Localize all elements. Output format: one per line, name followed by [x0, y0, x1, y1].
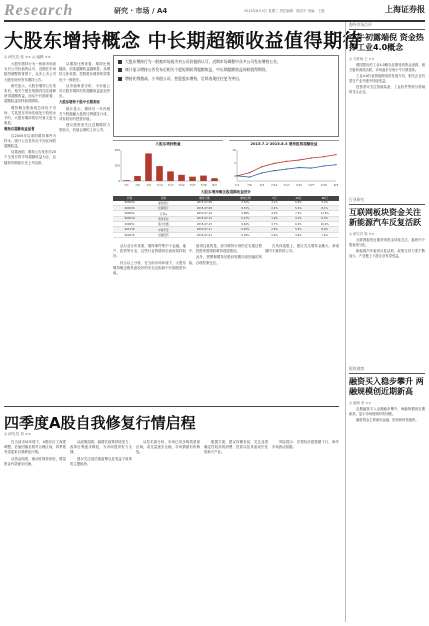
main-column-2 [59, 62, 110, 402]
table-row [113, 232, 339, 237]
sidebar-story [349, 22, 425, 191]
x-tick-label: 7/17 [167, 183, 174, 187]
table-cell: 0.52% [228, 201, 262, 206]
bullet-icon [118, 77, 122, 81]
x-tick-label: 7/9 [259, 183, 265, 187]
paragraph: 在当前市场环境下，A股经历了深度调整，估值回落至相对合理区间，四季度有望迎来自我修复行情。 [4, 440, 66, 455]
x-tick-label: 7/30 [320, 183, 327, 187]
x-tick-label: 7/22 [295, 183, 303, 187]
table-cell: 4.5% [263, 211, 287, 216]
paragraph: 从增持比例来看，增持比例越高，后续超额收益越明显；从增持主体来看，控股股东增持的效果优于一般股东。 [59, 62, 110, 82]
paragraph: 综合以上分析，在当前市场环境下，大股东增持概念股具备较好的安全边际和中长期投资价值。 [113, 260, 186, 276]
sidebar-title: 小牛初露端倪 资金热捧工业4.0概念 [349, 33, 424, 52]
x-tick-label: 7/9 [146, 183, 151, 187]
table-cell: 0.88% [228, 211, 262, 216]
paragraph: 从政策面看，稳增长政策持续发力，改革红利逐步释放，为市场提供有力支撑。 [70, 440, 132, 455]
main-byline: ◎ 研究员 张 ×× ◎ 编辑 ×× [4, 55, 51, 59]
paragraph: 增持概念股表现总体优于市场，尤其是在市场估值处于较低水平时，大股东增持的信号意义更为明显。 [4, 105, 56, 126]
data-point [286, 168, 287, 169]
table-cell: 5.2% [287, 205, 311, 210]
table-cell: 2015-07-17 [181, 227, 229, 232]
x-tick-label: 7/14 [270, 183, 278, 187]
data-table [113, 196, 339, 238]
series-line [237, 165, 336, 177]
table-cell: 2.8% [263, 227, 287, 232]
bullet-icon [118, 68, 122, 72]
bar-chart-svg [113, 148, 223, 188]
table-header-cell: 20日 [287, 196, 311, 201]
chart-panel [113, 140, 339, 240]
data-point [286, 161, 287, 162]
table-cell: 1.9% [263, 216, 287, 221]
table-cell: 5.5% [287, 227, 311, 232]
table-cell: 浦发银行 [146, 201, 180, 206]
table-cell: 2015-07-21 [181, 232, 229, 237]
callout-text: 统计显示增持公告发布后相关个股短期获得超额收益，中长期超额收益同样值得期待。 [125, 67, 270, 73]
sidebar-title: 融资买入稳步攀升 两融规模创近期新高 [349, 377, 424, 396]
x-tick-label: 7/30 [200, 183, 207, 187]
callout-item [118, 59, 334, 64]
paragraph: 从技术面分析，市场已初步构筑底部区域，成交量逐步企稳，市场情绪有所修复。 [136, 440, 200, 455]
table-cell: 601318 [113, 227, 146, 232]
sidebar-title: 互联网板块资金关注 新能源汽车反复活跃 [349, 208, 421, 227]
data-point [273, 163, 274, 164]
paragraph: 研究显示，大股东增持公告发布后，相关个股在短期内往往能够获得超额收益，而从中长期来看，超额收益同样值得期待。 [4, 83, 56, 104]
table-cell: 000002 [113, 211, 146, 216]
table-cell: 2015-07-13 [181, 216, 229, 221]
paragraph: 建议关注低估值蓝筹以及受益于改革的主题板块。 [70, 456, 132, 466]
table-cell: 600276 [113, 232, 146, 237]
paragraph: 此外，需警惕增持后股价短期冲高回落的风险，合理控制仓位。 [189, 255, 262, 265]
x-tick-label: 7/1 [234, 183, 240, 187]
data-point [298, 159, 299, 160]
table-header-cell: 增持比例 [228, 196, 262, 201]
sidebar-byline: ◎ 分析师 王 ×× [349, 57, 375, 61]
x-tick-label: 8/3 [212, 183, 217, 187]
paragraph: 互联网板块近期获得资金持续关注，板块内个股表现分化。 [349, 238, 425, 247]
data-point [261, 172, 262, 173]
paragraph: 在具体选股上，建议关注增持金额大、承诺期内不减持的公司。 [265, 244, 339, 254]
table-cell: 9.4% [310, 201, 339, 206]
paragraph: 融资资金主要流向金融、医药和科技板块。 [356, 418, 419, 422]
issue-meta: 2015年8月5日 星期三 责任编辑：陈庆中 美编：王艳 [244, 9, 325, 13]
bottom-column-5 [272, 440, 339, 622]
paragraph: 统计显示，增持后一年内相关个股跑赢大盘的比例超过六成，具有较好的投资价值。 [59, 106, 110, 122]
data-point [298, 167, 299, 168]
main-column-5 [265, 244, 339, 402]
right-chart-title: 2015.7.1-2015.8.3 增持股票超额收益 [250, 142, 318, 146]
paragraph: 建议投资者关注近期增持力度较大、估值合理的上市公司。 [59, 123, 110, 133]
paragraph: 从行业分布来看，增持事件集中于金融、地产、医药等行业，这些行业的增持后表现同样较好。 [113, 244, 186, 259]
bar [167, 171, 174, 181]
main-column-3 [113, 244, 186, 402]
bar [211, 178, 218, 181]
table-cell: 0.45% [228, 227, 262, 232]
table-header-cell: 60日 [310, 196, 339, 201]
paragraph: 大股东增持行为一般被市场视为对公司价值的认可，近期在市场剧烈调整的背景下，众多上市公司大股东纷纷发布增持公告。 [4, 62, 56, 82]
table-cell: 0.31% [228, 205, 262, 210]
section-divider [4, 406, 339, 407]
table-cell: 万科A [146, 211, 180, 216]
bar [156, 166, 163, 181]
paragraph: 值得注意的是，部分增持计划仍在实施过程中，投资者需跟踪增持进展情况。 [189, 244, 262, 254]
data-table-panel [113, 190, 339, 240]
table-cell: 11.6% [310, 211, 339, 216]
table-cell: 600519 [113, 216, 146, 221]
subheading: 增持后超额收益显著 [4, 127, 35, 132]
table-title: 大股东增持概念股超额收益统计 [200, 190, 252, 194]
bottom-column-2 [70, 440, 132, 622]
table-cell: 2015-07-10 [181, 211, 229, 216]
masthead [4, 2, 425, 20]
table-cell: 600036 [113, 205, 146, 210]
paragraph: 从资金面看，流动性保持宽松，增量资金有望逐步回流。 [4, 456, 66, 466]
right-chart [229, 140, 339, 188]
table-cell: 7.6% [310, 232, 339, 237]
table-cell: 2015-07-09 [181, 205, 229, 210]
table-cell: 8.1% [310, 205, 339, 210]
main-headline: 大股东增持概念 中长期超额收益值得期待 [4, 30, 363, 52]
bottom-column-3 [136, 440, 200, 622]
paragraph: 配置方面，建议均衡布局，关注业绩确定性较高的消费、医药以及具备成长性的新兴产业。 [204, 440, 268, 455]
data-point [236, 175, 237, 176]
summary-callout [113, 55, 339, 137]
paragraph: 以2005年以来的增持事件为样本，统计公告发布后不同区间的超额收益。 [4, 133, 56, 149]
bar [189, 177, 196, 181]
data-point [311, 167, 312, 168]
x-tick-label: 7/6 [247, 183, 252, 187]
table-cell: 贵州茅台 [146, 216, 180, 221]
table-cell: 2015-07-15 [181, 222, 229, 227]
paragraph: 工业4.0代表智能制造的发展方向，相关企业有望在产业升级中持续受益。 [349, 74, 425, 83]
bottom-column-4 [204, 440, 268, 622]
left-chart [113, 140, 223, 188]
paragraph: 德国提出的工业4.0概念近期受到资金追捧，相关板块表现活跃，市场逐步呈现小牛行情迹象。 [349, 63, 425, 72]
series-line [237, 155, 336, 176]
table-cell: 6.8% [287, 201, 311, 206]
table-header-cell: 代码 [113, 196, 146, 201]
data-point [249, 176, 250, 177]
left-chart-title: 大股东增持数量 [155, 142, 181, 146]
table-cell: 2.2% [263, 232, 287, 237]
table-cell: 恒瑞医药 [146, 232, 180, 237]
paragraph: 风险提示：宏观经济超预期下行，海外市场波动加剧。 [272, 440, 339, 450]
sidebar-story [349, 366, 425, 547]
right-sidebar [345, 22, 425, 622]
main-column-4 [189, 244, 262, 402]
table-cell: 中国平安 [146, 227, 180, 232]
y-tick-label: 0 [234, 173, 236, 178]
y-tick-label: 0 [118, 179, 120, 183]
paragraph: 投资者可关注智能装备、工业软件等细分领域的龙头企业。 [349, 85, 425, 94]
data-point [273, 170, 274, 171]
table-body [113, 201, 339, 238]
x-tick-label: 8/3 [333, 183, 339, 187]
masthead-logo: Research [4, 2, 74, 19]
x-tick-label: 7/27 [308, 183, 315, 187]
x-tick-label: 7/27 [189, 183, 196, 187]
table-header-cell: 增持日期 [181, 196, 229, 201]
bar [145, 153, 152, 181]
sidebar-tag: 板块观察 [349, 366, 425, 374]
y-tick-label: 100 [114, 163, 120, 168]
callout-item [118, 67, 334, 72]
table-cell: 格力电器 [146, 222, 180, 227]
callout-item [118, 76, 334, 81]
y-tick-label: 200 [114, 148, 120, 152]
x-tick-label: 7/14 [156, 183, 163, 187]
table-cell: 2015-07-08 [181, 201, 229, 206]
table-cell: 3.7% [263, 222, 287, 227]
paper-name: 上海证券报 [385, 5, 425, 14]
paragraph: 从市值角度分析，小市值公司大股东增持后的超额收益更加突出。 [59, 83, 110, 99]
paragraph: 结果表明，增持公告发布后20个交易日的平均超额收益为正，且随持有期延长呈上升趋势。 [4, 150, 56, 165]
table-header-cell: 5日 [263, 196, 287, 201]
y-tick-label: 10 [232, 148, 236, 152]
data-point [335, 164, 336, 165]
bar [178, 175, 185, 181]
table-cell: 6.0% [287, 222, 311, 227]
table-cell: 招商银行 [146, 205, 180, 210]
sidebar-text [349, 407, 425, 547]
sidebar-byline: ◎ 编辑 李 ×× [349, 401, 372, 405]
table-cell: 4.1% [287, 216, 311, 221]
table-cell: 0.64% [228, 222, 262, 227]
data-point [335, 154, 336, 155]
sidebar-text [349, 238, 425, 360]
data-point [323, 156, 324, 157]
x-tick-label: 7/22 [178, 183, 185, 187]
bar [134, 176, 141, 181]
section-label: 研究 · 市场 / A4 [114, 7, 168, 15]
y-tick-label: 5 [234, 160, 236, 165]
data-point [323, 165, 324, 166]
table-cell: 0.39% [228, 232, 262, 237]
paragraph: 新能源汽车板块反复活跃，政策支持力度不断加大，产业链上下游企业有望受益。 [349, 249, 425, 258]
callout-text: 增持比例越高、小市值公司、控股股东增持，后续表现往往更为突出。 [125, 75, 243, 81]
table-cell: 3.1% [263, 201, 287, 206]
bar [123, 180, 130, 181]
sidebar-tag: 海外市场点评 [349, 22, 425, 30]
sidebar-text [349, 63, 425, 191]
sidebar-story [349, 197, 425, 360]
x-tick-label: 7/1 [124, 183, 129, 187]
bottom-column-1 [4, 440, 66, 622]
data-point [311, 157, 312, 158]
paragraph: 近期融资买入金额稳步攀升，两融规模创近期新高，显示市场情绪有所回暖。 [349, 407, 425, 416]
table-cell: 600000 [113, 201, 146, 206]
bullet-icon [118, 60, 122, 64]
sidebar-tag: 行业研究 [349, 197, 425, 205]
bar [200, 176, 207, 181]
data-point [249, 172, 250, 173]
subheading: 大股东增持个股中长期表现 [59, 100, 100, 105]
table-header-cell: 名称 [146, 196, 180, 201]
callout-text: 大股东增持行为一般被市场视为对公司价值的认可，近期市场调整中众多公司发布增持公告。 [125, 59, 281, 64]
line-chart-svg [229, 148, 339, 188]
sidebar-byline: ◎ 研究员 陈 ×× [349, 232, 375, 236]
table-cell: 7.3% [287, 211, 311, 216]
table-cell: 4.8% [287, 232, 311, 237]
table-cell: 2.4% [263, 205, 287, 210]
data-point [261, 166, 262, 167]
table-cell: 0.27% [228, 216, 262, 221]
x-tick-label: 7/17 [283, 183, 290, 187]
table-cell: 6.5% [310, 216, 339, 221]
table-cell: 000651 [113, 222, 146, 227]
main-column-1 [4, 62, 56, 402]
x-tick-label: 7/6 [135, 183, 140, 187]
table-cell: 10.2% [310, 222, 339, 227]
bottom-byline: ◎ 研究员 刘 ×× [4, 432, 31, 436]
bottom-headline: 四季度A股自我修复行情启程 [4, 414, 196, 432]
table-cell: 8.9% [310, 227, 339, 232]
